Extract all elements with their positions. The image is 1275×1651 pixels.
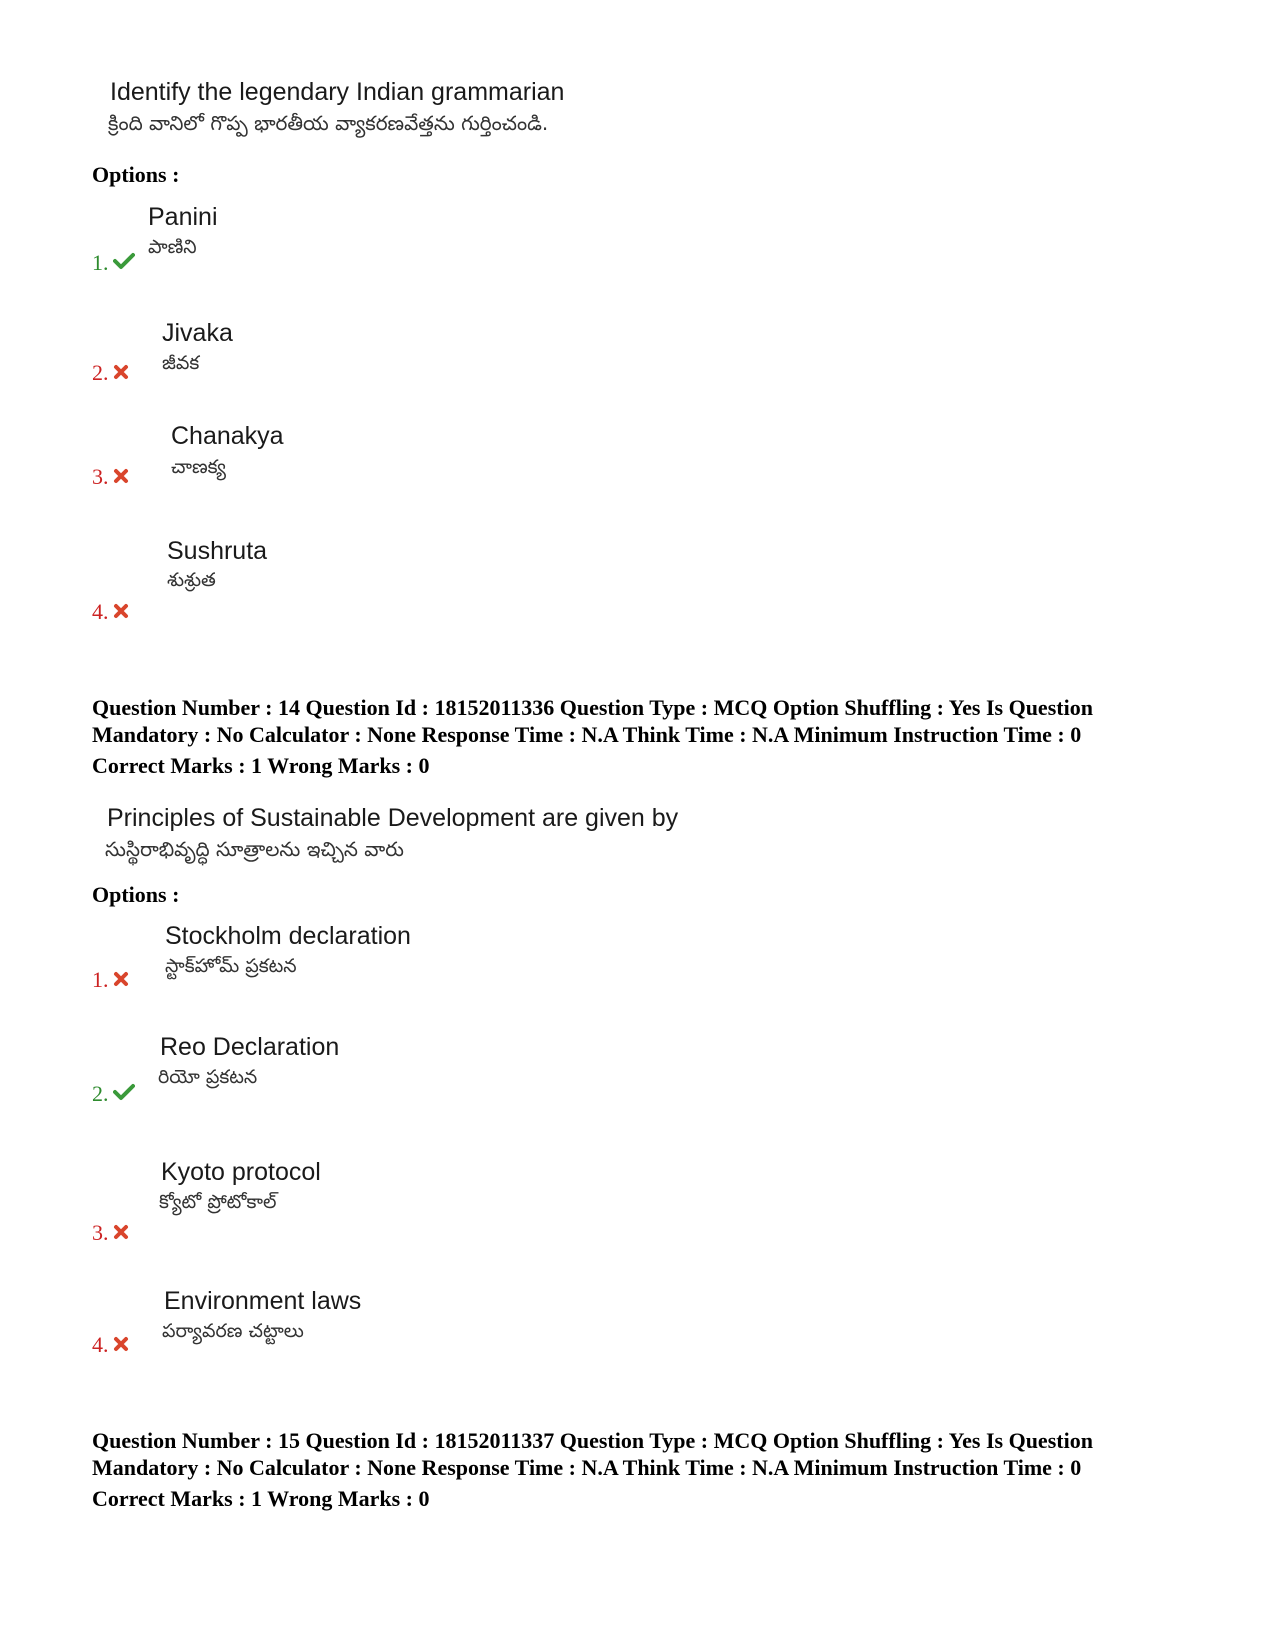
option-number [92,1220,129,1246]
check-icon [113,250,135,276]
option-text-te: పర్యావరణ చట్టాలు [162,1320,304,1342]
option-number-label: 3. [92,464,109,489]
cross-icon [113,1332,129,1358]
cross-icon [113,1220,129,1246]
option-number [92,599,129,625]
option-text-te: చాణక్య [171,456,226,478]
meta-line: Question Number : 15 Question Id : 18152011337 Question Type : MCQ Option Shuffling : Yes Is Question [92,1428,1093,1453]
question-15-meta [92,1427,1192,1512]
cross-icon [113,967,129,993]
cross-icon [113,464,129,490]
question-14-meta [92,694,1192,779]
meta-line: Correct Marks : 1 Wrong Marks : 0 [92,753,430,778]
cross-icon [113,599,129,625]
meta-line: Mandatory : No Calculator : None Response Time : N.A Think Time : N.A Minimum Instruction Time : 0 [92,722,1082,747]
option-text-te: పాణిని [148,236,197,258]
option-text-en: Stockholm declaration [165,922,411,950]
option-number-label: 4. [92,599,109,624]
check-icon [113,1081,135,1107]
options-label: Options : [92,882,180,907]
meta-line: Correct Marks : 1 Wrong Marks : 0 [92,1486,430,1511]
option-text-en: Sushruta [167,537,268,565]
option-text-te: శుశ్రుత [167,569,216,591]
option-text-en: Chanakya [171,422,284,450]
option-number [92,1081,135,1107]
option-text-en: Panini [148,203,218,231]
option-number-label: 2. [92,360,109,385]
option-number [92,464,129,490]
option-text-en: Kyoto protocol [161,1158,321,1186]
option-number [92,967,129,993]
option-number-label: 1. [92,967,109,992]
option-text-en: Environment laws [164,1287,362,1315]
option-number-label: 4. [92,1332,109,1357]
option-number [92,250,135,276]
cross-icon [113,360,129,386]
options-label: Options : [92,162,180,187]
option-number-label: 3. [92,1220,109,1245]
option-number [92,1332,129,1358]
option-text-en: Reo Declaration [160,1033,340,1061]
option-number-label: 1. [92,250,109,275]
question-13-text-te: క్రింది వానిలో గొప్ప భారతీయ వ్యాకరణవేత్తను గుర్తించండి. [108,111,549,135]
question-14-text-te: సుస్థిరాభివృద్ధి సూత్రాలను ఇచ్చిన వారు [105,837,404,861]
option-number-label: 2. [92,1081,109,1106]
option-text-te: క్యోటో ప్రోటోకాల్ [159,1191,277,1213]
question-13-text-en: Identify the legendary Indian grammarian [110,78,565,106]
option-text-te: రియో ప్రకటన [158,1066,258,1088]
option-text-en: Jivaka [162,319,233,347]
option-text-te: జీవక [162,352,200,374]
question-14-text-en: Principles of Sustainable Development are given by [107,804,679,832]
option-text-te: స్టాక్‌హోమ్ ప్రకటన [165,955,297,977]
meta-line: Question Number : 14 Question Id : 18152011336 Question Type : MCQ Option Shuffling : Yes Is Question [92,695,1093,720]
meta-line: Mandatory : No Calculator : None Response Time : N.A Think Time : N.A Minimum Instruction Time : 0 [92,1455,1082,1480]
option-number [92,360,129,386]
